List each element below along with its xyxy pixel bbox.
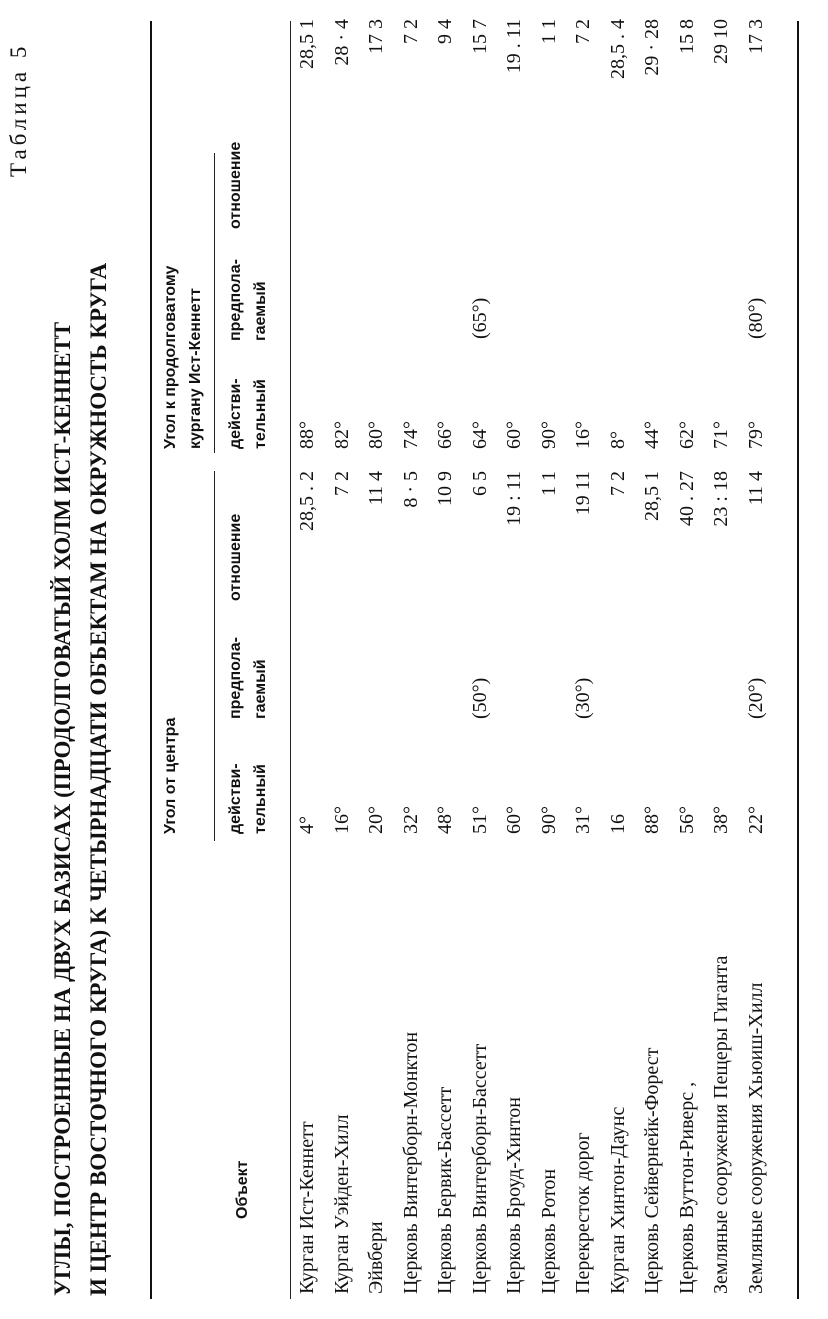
header-group-barrow-rule (214, 153, 215, 453)
row-barrow-actual: 88° (296, 421, 318, 449)
row-object-name: Курган Ист-Кеннетт (296, 1121, 318, 1294)
row-center-actual: 16° (330, 806, 353, 834)
row-center-ratio: 23 : 18 (710, 471, 732, 527)
header-barrow-assumed-l1: предпола- (227, 259, 244, 341)
row-object-name: Перекресток дорог (572, 1132, 594, 1294)
header-barrow-ratio: отношение (227, 141, 244, 229)
header-center-assumed-l2: гаемый (252, 659, 269, 719)
row-barrow-actual: 66° (434, 421, 456, 449)
row-barrow-ratio: 17 3 (744, 19, 767, 54)
row-center-ratio: 28,5 1 (641, 471, 663, 521)
row-object-name: Эйвбери (365, 1221, 387, 1294)
row-barrow-ratio: 17 3 (365, 19, 387, 54)
header-center-actual (223, 763, 273, 834)
row-center-ratio: 40 . 27 (675, 471, 698, 526)
row-object-name: Церковь Сейвернейк-Форест (641, 1047, 663, 1294)
row-object-name: Церковь Винтерборн-Монктон (399, 1031, 422, 1294)
row-center-ratio: 19 11 (572, 471, 594, 516)
header-center-assumed (223, 637, 273, 719)
row-center-actual: 16 (606, 814, 629, 834)
row-center-ratio: 11 4 (744, 471, 767, 506)
row-center-actual: 90° (537, 806, 560, 834)
row-center-ratio: 11 4 (365, 471, 387, 506)
row-center-actual: 31° (572, 806, 594, 834)
row-center-ratio: 1 1 (537, 471, 560, 496)
row-center-assumed: (20°) (744, 677, 767, 719)
row-barrow-actual: 79° (744, 421, 767, 449)
row-center-ratio: 8 · 5 (399, 471, 422, 508)
row-barrow-actual: 16° (572, 421, 594, 449)
row-barrow-ratio: 19 . 11 (503, 19, 525, 74)
row-barrow-ratio: 28 · 4 (330, 19, 353, 66)
row-center-actual: 48° (434, 806, 456, 834)
row-barrow-ratio: 15 7 (468, 19, 491, 54)
table-bottom-rule (797, 21, 799, 1299)
row-object-name: Церковь Винтерборн-Бассетт (468, 1043, 491, 1294)
row-barrow-ratio: 29 · 28 (641, 19, 663, 76)
row-barrow-ratio: 15 8 (675, 19, 698, 54)
row-center-ratio: 28,5 . 2 (296, 471, 318, 531)
row-barrow-ratio: 28,5 . 4 (606, 19, 629, 79)
row-object-name: Земляные сооружения Хьюиш-Хилл (744, 982, 767, 1294)
row-center-actual: 22° (744, 806, 767, 834)
row-center-actual: 32° (399, 806, 422, 834)
row-object-name: Церковь Вуттон-Риверс , (675, 1081, 698, 1294)
row-object-name: Земляные сооружения Пещеры Гиганта (710, 955, 732, 1294)
row-center-ratio: 7 2 (606, 471, 629, 496)
row-barrow-assumed: (80°) (744, 297, 767, 339)
row-center-actual: 88° (641, 806, 663, 834)
table-top-rule (150, 21, 152, 1299)
header-group-barrow-line-2: кургану Ист-Кеннетт (187, 288, 204, 449)
table-header-rule (290, 21, 291, 1299)
row-barrow-ratio: 1 1 (537, 19, 560, 44)
row-center-assumed: (50°) (468, 677, 491, 719)
header-barrow-assumed (223, 259, 273, 341)
row-barrow-actual: 80° (365, 421, 387, 449)
row-center-assumed: (30°) (572, 677, 594, 719)
header-center-ratio: отношение (227, 513, 244, 601)
row-barrow-ratio: 28,5 1 (296, 19, 318, 69)
header-center-actual-l2: тельный (252, 764, 269, 834)
row-barrow-actual: 90° (537, 421, 560, 449)
table-title-line-2: И ЦЕНТР ВОСТОЧНОГО КРУГА) К ЧЕТЫРНАДЦАТИ ОБЪЕКТАМ НА ОКРУЖНОСТЬ КРУГА (86, 262, 111, 1296)
table-title-line-1: УГЛЫ, ПОСТРОЕННЫЕ НА ДВУХ БАЗИСАХ (ПРОДОЛГОВАТЫЙ ХОЛМ ИСТ-КЕННЕТТ (50, 321, 75, 1296)
row-barrow-actual: 8° (606, 431, 629, 449)
row-barrow-actual: 62° (675, 421, 698, 449)
row-barrow-actual: 64° (468, 421, 491, 449)
row-barrow-actual: 74° (399, 421, 422, 449)
row-barrow-actual: 44° (641, 421, 663, 449)
header-barrow-actual-l1: действи- (227, 378, 244, 449)
header-group-barrow-line-1: Угол к продолговатому (162, 265, 179, 449)
row-center-ratio: 10 9 (434, 471, 456, 506)
row-center-actual: 56° (675, 806, 698, 834)
header-barrow-assumed-l2: гаемый (252, 281, 269, 341)
row-center-actual: 4° (296, 816, 318, 834)
header-barrow-actual (223, 378, 273, 449)
row-barrow-actual: 82° (330, 421, 353, 449)
row-center-actual: 60° (503, 806, 525, 834)
row-object-name: Церковь Броуд-Хинтон (503, 1097, 525, 1294)
row-object-name: Курган Уэйден-Хилл (330, 1114, 353, 1294)
header-center-assumed-l1: предпола- (227, 637, 244, 719)
header-center-actual-l1: действи- (227, 763, 244, 834)
row-center-ratio: 7 2 (330, 471, 353, 496)
header-group-center: Угол от центра (162, 717, 179, 834)
row-center-actual: 38° (710, 806, 732, 834)
row-barrow-actual: 71° (710, 421, 732, 449)
row-barrow-ratio: 29 10 (710, 19, 732, 64)
row-center-actual: 51° (468, 806, 491, 834)
row-object-name: Курган Хинтон-Даунс (606, 1106, 629, 1294)
header-object: Объект (234, 1160, 251, 1219)
row-barrow-ratio: 7 2 (399, 19, 422, 44)
row-center-ratio: 6 5 (468, 471, 491, 496)
row-center-ratio: 19 : 11 (503, 471, 525, 526)
table-number: Таблица 5 (6, 42, 31, 177)
row-center-actual: 20° (365, 806, 387, 834)
row-barrow-assumed: (65°) (468, 297, 491, 339)
header-barrow-actual-l2: тельный (252, 379, 269, 449)
row-object-name: Церковь Ротон (537, 1168, 560, 1294)
row-object-name: Церковь Бервик-Бассетт (434, 1086, 456, 1294)
header-group-center-rule (214, 471, 215, 841)
row-barrow-ratio: 7 2 (572, 19, 594, 44)
row-barrow-ratio: 9 4 (434, 19, 456, 44)
row-barrow-actual: 60° (503, 421, 525, 449)
